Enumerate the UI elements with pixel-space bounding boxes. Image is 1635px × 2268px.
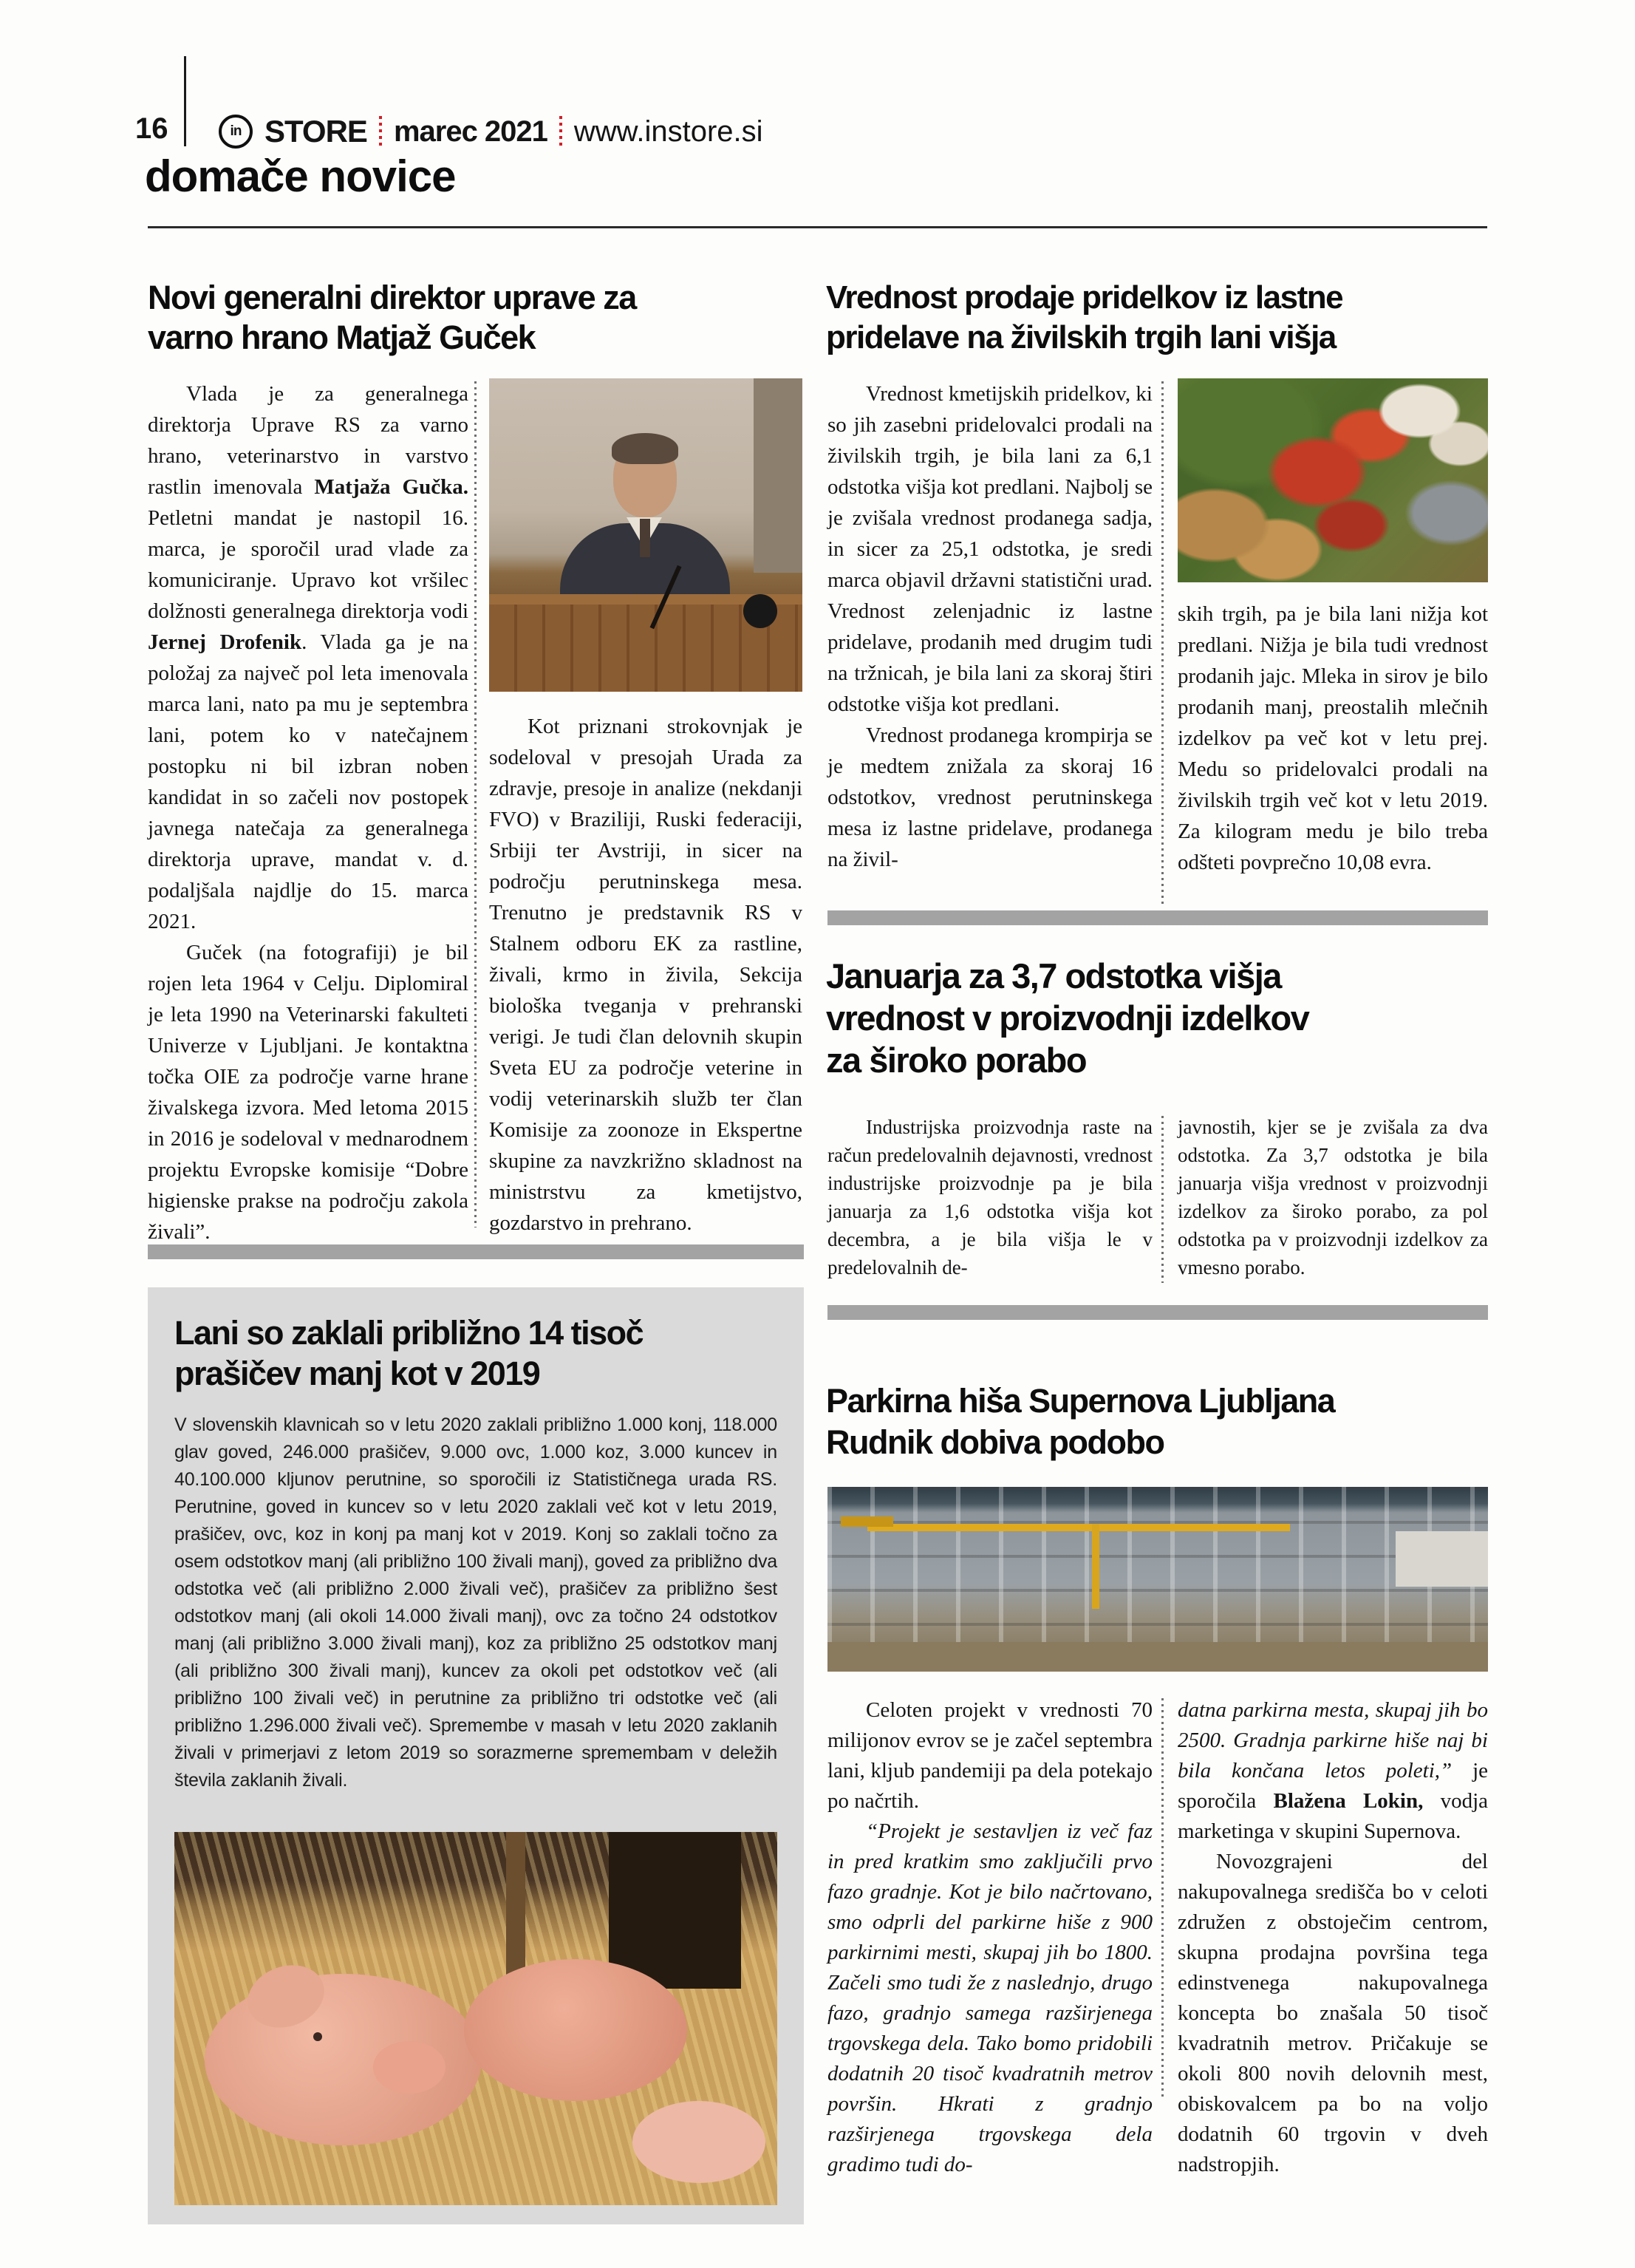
column-separator bbox=[474, 381, 477, 1227]
title-line: vrednost v proizvodnji izdelkov bbox=[826, 998, 1309, 1038]
bold-name: Jernej Drofenik bbox=[148, 630, 302, 654]
text-run: je sporočila bbox=[1178, 1759, 1488, 1813]
pig-snout-shape bbox=[373, 2041, 446, 2094]
vegetables-photo bbox=[1178, 378, 1488, 582]
gucek-photo bbox=[489, 378, 802, 692]
doorway-shape bbox=[609, 1832, 742, 1989]
article-supernova-title bbox=[826, 1380, 1334, 1463]
paragraph: Industrijska proizvodnja raste na račun predelovalnih dejavnosti, vrednost industrijske proizvodnje pa je bila januarja za 1,6 odstotka višja kot decembra, a je bila višja le v predelovalnih de- bbox=[827, 1116, 1153, 1278]
article-gucek-col2-text bbox=[489, 711, 802, 1239]
article-divider-bar bbox=[827, 910, 1488, 925]
title-line: varno hrano Matjaž Guček bbox=[148, 319, 536, 356]
title-line: Rudnik dobiva podobo bbox=[826, 1423, 1164, 1461]
title-line: Novi generalni direktor uprave za bbox=[148, 279, 636, 316]
text-run: Petletni mandat je nastopil 16. marca, je sporočil urad vlade za komuniciranje. Upravo kot vršilec dolžnosti generalnega direktorja vodi bbox=[148, 506, 468, 623]
pig-shape bbox=[464, 1959, 687, 2101]
article-gucek-col2 bbox=[489, 378, 802, 1239]
crane-mast-shape bbox=[1092, 1524, 1099, 1609]
paragraph bbox=[1178, 1695, 1488, 1847]
masthead-separator bbox=[559, 116, 562, 147]
paragraph: Celoten projekt v vrednosti 70 milijonov evrov se je začel septembra lani, kljub pandemiji pa dela potekajo po načrtih. bbox=[827, 1698, 1153, 1813]
title-line: Vrednost prodaje pridelkov iz lastne bbox=[826, 279, 1343, 316]
article-pridelki-title bbox=[826, 278, 1342, 358]
bold-name: Matjaža Gučka. bbox=[314, 475, 468, 499]
paragraph bbox=[148, 378, 468, 937]
ground-shape bbox=[827, 1642, 1488, 1672]
masthead bbox=[219, 114, 763, 149]
text-run: Vlada je za generalnega direktorja Uprave RS za varno hrano, veterinarstvo in varstvo rastlin imenovala bbox=[148, 382, 468, 499]
title-line: prašičev manj kot v 2019 bbox=[174, 1355, 540, 1392]
paragraph: skih trgih, pa je bila lani nižja kot predlani. Nižja je bila tudi vrednost prodanih jajc. Mleka in sirov je bilo prodanih manj, preostalih mlečnih izdelkov pa več kot v letu prej. Medu so pridelovalci prodali na živilskih trgih več kot v letu 2019. Za kilogram medu je bilo treba odšteti povprečno 10,08 evra. bbox=[1178, 602, 1488, 874]
article-supernova-col1 bbox=[827, 1695, 1153, 2180]
article-pridelki-col1 bbox=[827, 378, 1153, 875]
column-separator bbox=[1161, 1116, 1164, 1283]
article-zakol-body: V slovenskih klavnicah so v letu 2020 zaklali približno 1.000 konj, 118.000 glav goved, 246.000 prašičev, 9.000 ovc, 1.000 koz, 3.000 kuncev in 40.100.000 kljunov perutnine, so sporočili iz Statističnega urada RS. Perutnine, goved in kuncev so v letu 2020 zaklali več kot v letu 2019, prašičev, ovc, koz in konj pa manj kot v 2019. Konj so zaklali točno za osem odstotkov manj (ali približno 100 živali manj), goved za približno dva odstotka več (ali približno 2.000 živali več), prašičev za približno šest odstotkov manj (ali okoli 14.000 živali manj), ovc za točno 24 odstotkov manj (ali približno 3.000 živali manj), koz za približno 25 odstotkov manj (ali približno 300 živali manj), kuncev za okoli pet odstotkov več (ali približno 100 živali več) in perutnine za približno tri odstotke več (ali približno 1.296.000 živali več). Spremembe v masah v letu 2020 zaklanih živali v primerjavi z letom 2019 so sorazmerne spremembam v deležih števila zaklanih živali. bbox=[174, 1414, 777, 1791]
text-run: vodja marketinga v skupini Supernova. bbox=[1178, 1789, 1488, 1843]
paragraph: Vrednost prodanega krompirja se je medtem znižala za skoraj 16 odstotkov, vrednost perutninskega mesa iz lastne pridelave, prodanega na živil- bbox=[827, 723, 1153, 871]
title-line: Januarja za 3,7 odstotka višja bbox=[826, 956, 1281, 995]
paragraph: Novozgrajeni del nakupovalnega središča bo v celoti združen z obstoječim centrom, skupna prodajna površina tega edinstvenega nakupovalnega koncepta bo znašala 50 tisoč kvadratnih metrov. Pričakuje se okoli 800 novih delovnih mest, obiskovalcem pa bo na voljo dodatnih 60 trgovin v dveh nadstropjih. bbox=[1178, 1850, 1488, 2176]
section-rule bbox=[148, 226, 1487, 228]
article-pridelki-col2 bbox=[1178, 378, 1488, 878]
construction-photo bbox=[827, 1487, 1488, 1672]
title-line: Lani so zaklali približno 14 tisoč bbox=[174, 1314, 644, 1352]
article-divider-bar bbox=[827, 1305, 1488, 1320]
title-line: za široko porabo bbox=[826, 1041, 1087, 1080]
article-zakol-title bbox=[174, 1312, 777, 1394]
article-proizvodnja-col1 bbox=[827, 1113, 1153, 1281]
title-line: pridelave na živilskih trgih lani višja bbox=[826, 319, 1336, 355]
paragraph: Guček (na fotografiji) je bil rojen leta 1964 v Celju. Diplomiral je leta 1990 na Veterinarski fakulteti Univerze v Ljubljani. Je kontaktna točka OIE za področje varne hrane živalskega izvora. Med letoma 2015 in 2016 je sodeloval v mednarodnem projektu Evropske komisije “Dobre higienske prakse na področju zakola živali”. bbox=[148, 941, 468, 1244]
website-link[interactable]: www.instore.si bbox=[573, 115, 763, 148]
masthead-separator bbox=[379, 116, 382, 147]
article-pridelki-col2-text bbox=[1178, 599, 1488, 878]
microphone-head-shape bbox=[743, 594, 777, 628]
instore-logo-icon: in bbox=[219, 115, 253, 149]
column-separator bbox=[1161, 381, 1164, 907]
page-number: 16 bbox=[135, 112, 168, 145]
crane-counterweight-shape bbox=[841, 1516, 894, 1527]
title-line: Parkirna hiša Supernova Ljubljana bbox=[826, 1382, 1335, 1420]
hair-shape bbox=[612, 433, 678, 464]
article-proizvodnja-col2 bbox=[1178, 1113, 1488, 1281]
article-supernova-col2 bbox=[1178, 1695, 1488, 2180]
wall-shadow-shape bbox=[754, 378, 802, 573]
paragraph: javnostih, kjer se je zvišala za dva odstotka. Za 3,7 odstotka je bila januarja višja vrednost v proizvodnji izdelkov za široko porabo, za pol odstotka pa v proizvodnji izdelkov za vmesno porabo. bbox=[1178, 1116, 1488, 1278]
quote-paragraph: “Projekt je sestavljen iz več faz in pred kratkim smo zaključili prvo fazo gradnje. Kot je bilo načrtovano, smo odprli del parkirne hiše z 900 parkirnimi mesti, skupaj jih bo 1800. Začeli smo tudi že z naslednjo, drugo fazo, gradnjo samega razširjenega trgovskega dela. Tako bomo pridobili dodatnih 20 tisoč kvadratnih metrov površin. Hkrati z gradnjo razširjenega trgovskega dela gradimo tudi do- bbox=[827, 1819, 1153, 2176]
article-gucek-col1 bbox=[148, 378, 468, 1247]
paragraph: Vrednost kmetijskih pridelkov, ki so jih zasebni pridelovalci prodali na živilskih trgih, je bila lani za 6,1 odstotka višja kot predlani. Najbolj se je zvišala vrednost prodanega sadja, in sicer za 25,1 odstotka, je sredi marca objavil državni statistični urad. Vrednost zelenjadnic iz lastne pridelave, prodanih med drugim tudi na tržnicah, je bila lani za skoraj štiri odstotke višja kot predlani. bbox=[827, 382, 1153, 716]
text-run: . Vlada ga je na položaj za največ pol leta imenovala marca lani, nato pa mu je septembra lani, potem ko v natečajnem postopku ni bil izbran noben kandidat in so začeli nov postopek javnega natečaja za generalnega direktorja uprave, mandat v. d. podaljšala najdlje do 15. marca 2021. bbox=[148, 630, 468, 933]
article-zakol-box bbox=[148, 1287, 804, 2224]
piglet-shape bbox=[632, 2101, 765, 2183]
crane-arm-shape bbox=[867, 1524, 1290, 1531]
bold-name: Blažena Lokin, bbox=[1273, 1789, 1424, 1813]
pig-eye-shape bbox=[313, 2032, 322, 2041]
paragraph: Kot priznani strokovnjak je sodeloval v presojah Urada za zdravje, presoje in analize (nekdanji FVO) v Braziliji, Ruski federaciji, Srbiji ter Avstriji, in sicer na področju perutninskega mesa. Trenutno je predstavnik RS v Stalnem odboru EK za rastline, živali, krmo in živila, Sekcija biološka tveganja v prehranski verigi. Je tudi član delovnih skupin Sveta EU za področje veterine in vodij veterinarskih služb ter član Komisije za zoonoze in Ekspertne skupine za navzkrižno skladnost na ministrstvu za kmetijstvo, gozdarstvo in prehrano. bbox=[489, 715, 802, 1235]
section-title: domače novice bbox=[145, 151, 456, 201]
tie-shape bbox=[640, 519, 650, 557]
column-separator bbox=[1161, 1698, 1164, 2097]
article-divider-bar bbox=[148, 1244, 804, 1259]
pigs-photo bbox=[174, 1832, 777, 2205]
quote-run: datna parkirna mesta, skupaj jih bo 2500. Gradnja parkirne hiše naj bi bila končana letos poleti,” bbox=[1178, 1698, 1488, 1782]
issue-date: marec 2021 bbox=[393, 115, 547, 148]
white-wall-shape bbox=[1396, 1531, 1488, 1587]
header-divider bbox=[184, 56, 186, 146]
article-gucek-title bbox=[148, 278, 636, 358]
brand-name: STORE bbox=[264, 114, 367, 149]
article-proizvodnja-title bbox=[826, 955, 1308, 1081]
